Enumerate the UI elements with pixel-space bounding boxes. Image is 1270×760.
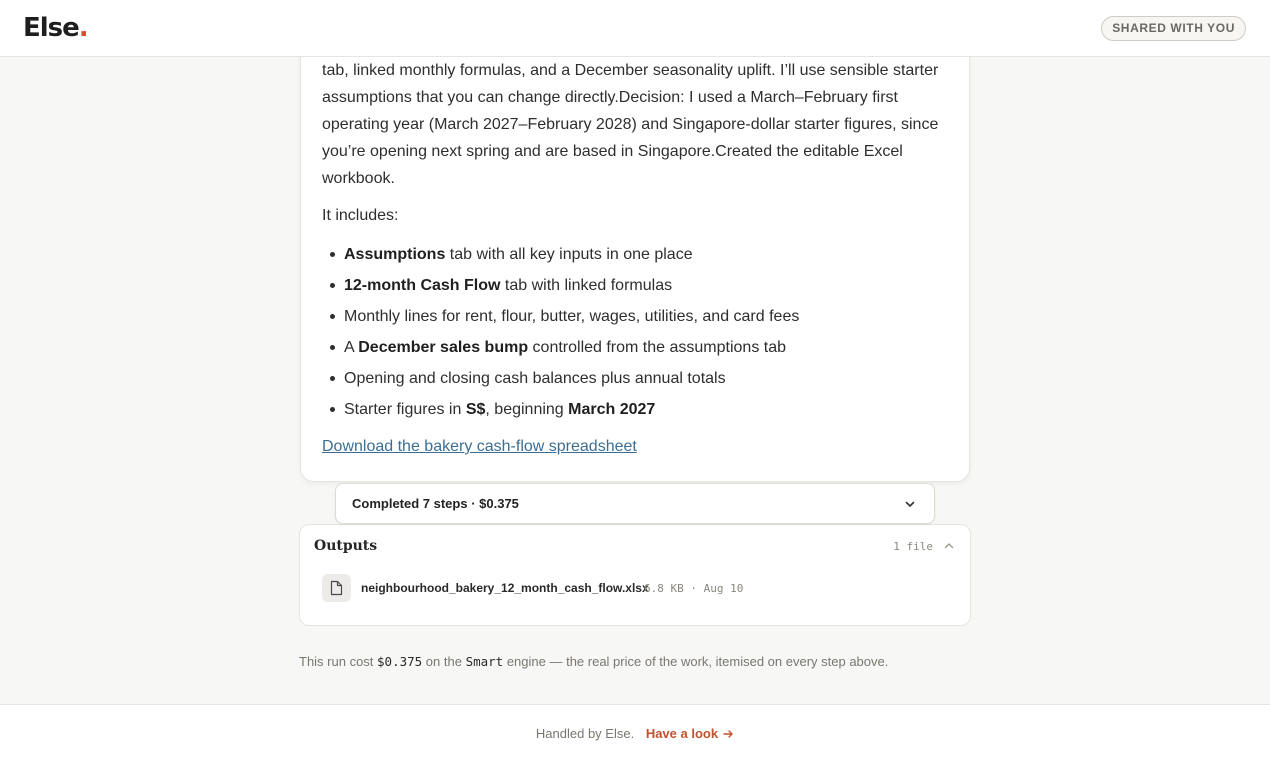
have-a-look-link[interactable]: Have a look xyxy=(646,726,734,741)
download-spreadsheet-link[interactable]: Download the bakery cash-flow spreadsheet xyxy=(322,438,637,455)
shared-with-you-badge[interactable]: SHARED WITH YOU xyxy=(1101,16,1246,41)
outputs-panel xyxy=(299,524,971,626)
list-item: Monthly lines for rent, flour, butter, wages, utilities, and card fees xyxy=(322,301,952,332)
logo-dot: . xyxy=(78,13,88,43)
chevron-down-icon xyxy=(902,496,918,512)
list-item: A December sales bump controlled from the assumptions tab xyxy=(322,332,952,363)
chevron-up-icon[interactable] xyxy=(942,539,956,553)
includes-list xyxy=(322,239,952,425)
arrow-right-icon xyxy=(722,728,734,743)
engine-name: Smart xyxy=(465,654,504,669)
assistant-message-body xyxy=(322,57,952,460)
cost-amount: $0.375 xyxy=(377,654,423,669)
steps-label: Completed 7 steps · $0.375 xyxy=(352,496,519,511)
footer-text: Handled by Else. xyxy=(535,726,635,741)
output-file-row[interactable] xyxy=(322,573,942,603)
list-item: Starter figures in S$, beginning March 2027 xyxy=(322,394,952,425)
run-cost-note: This run cost $0.375 on the Smart engine — the real price of the work, itemised on every step above. xyxy=(299,654,889,669)
top-header xyxy=(0,0,1270,57)
outputs-file-count: 1 file xyxy=(893,540,933,553)
footer xyxy=(0,704,1270,760)
completed-steps-toggle[interactable] xyxy=(335,483,935,524)
list-item: Opening and closing cash balances plus annual totals xyxy=(322,363,952,394)
list-item: 12-month Cash Flow tab with linked formulas xyxy=(322,270,952,301)
outputs-title: Outputs xyxy=(314,538,378,554)
file-name: neighbourhood_bakery_12_month_cash_flow.xlsx xyxy=(361,581,649,595)
else-logo[interactable] xyxy=(23,13,88,43)
message-paragraph: tab, linked monthly formulas, and a December seasonality uplift. I’ll use sensible starter assumptions that you can change directly.Decision: I used a March–February first operating year (March 2027–February 2028) and Singapore-dollar starter figures, since you’re opening next spring and are based in Singapore.Created the editable Excel workbook. xyxy=(322,62,939,187)
includes-label: It includes: xyxy=(322,207,399,224)
logo-text: Else xyxy=(23,13,79,43)
file-icon xyxy=(322,574,351,602)
list-item: Assumptions tab with all key inputs in one place xyxy=(322,239,952,270)
file-meta: 6.8 KB · Aug 10 xyxy=(644,582,744,595)
